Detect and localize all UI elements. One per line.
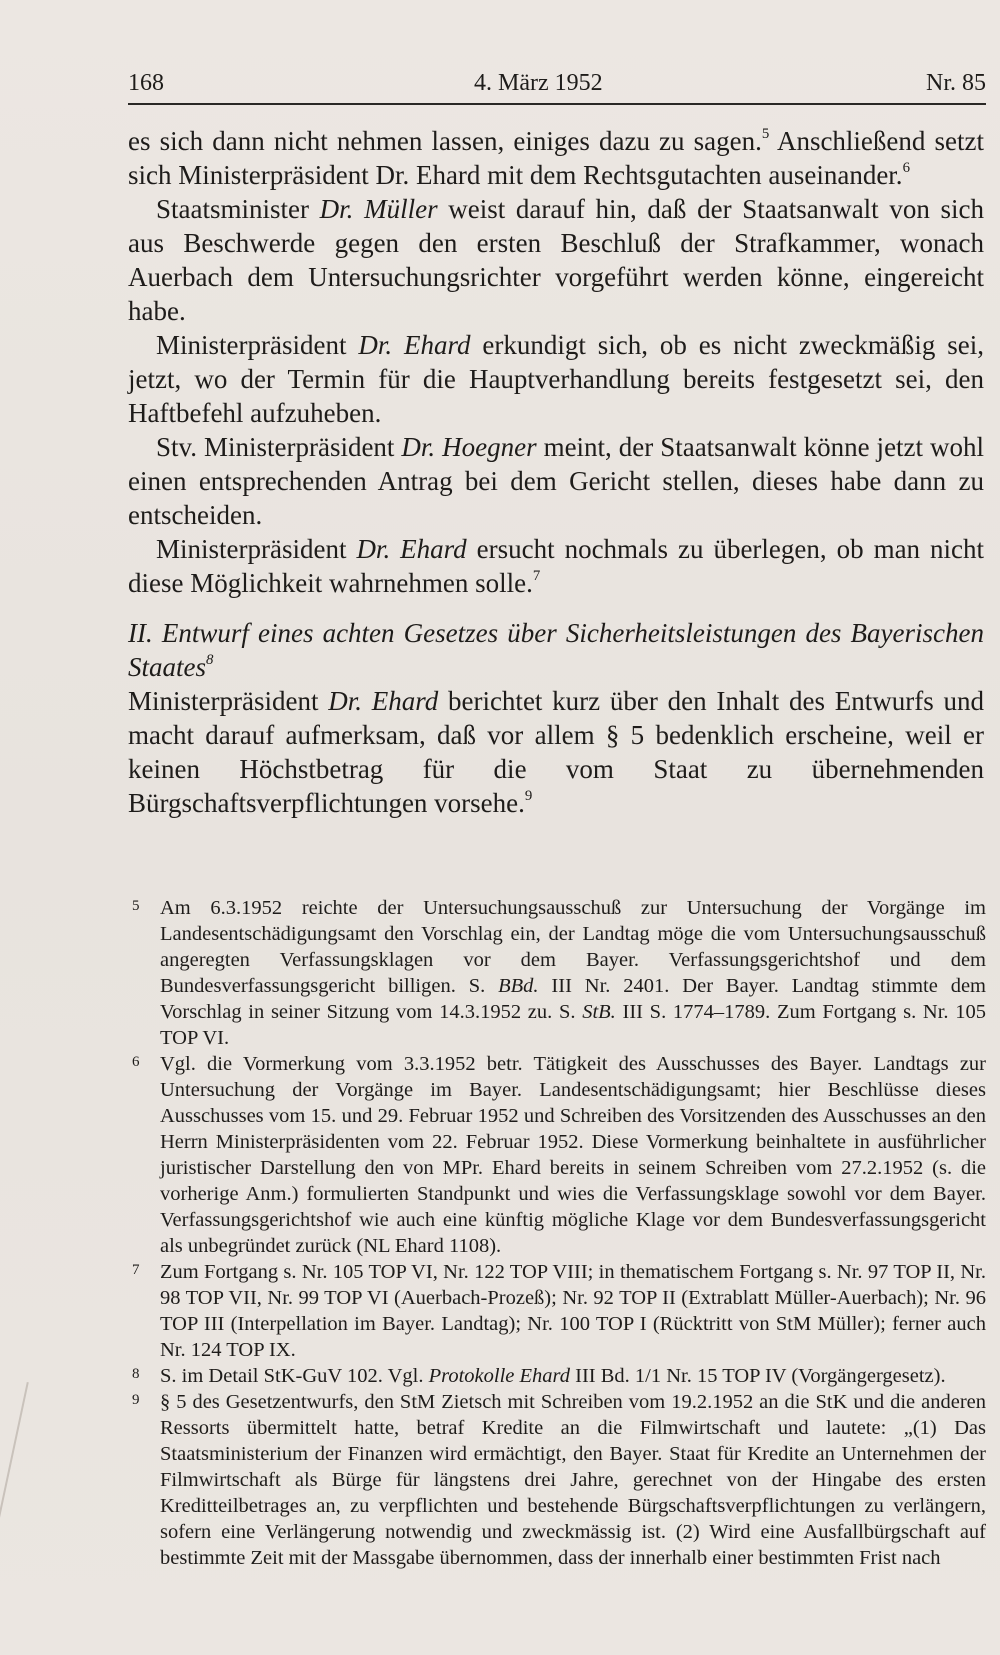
speaker-name: Dr. Ehard bbox=[328, 686, 439, 716]
text-run: Anschließend setzt sich Ministerpräsident Dr. Ehard mit dem Rechtsgutachten auseinander. bbox=[128, 126, 984, 190]
italic-citation: Protokolle Ehard bbox=[428, 1365, 570, 1387]
paragraph bbox=[128, 684, 984, 820]
header-date: 4. März 1952 bbox=[474, 70, 603, 96]
footnotes bbox=[128, 895, 986, 1571]
footnote bbox=[128, 1051, 986, 1259]
agenda-heading bbox=[128, 616, 984, 684]
footnote bbox=[128, 895, 986, 1051]
footnote-ref: 9 bbox=[524, 788, 533, 805]
text-run: III Bd. 1/1 Nr. 15 TOP IV (Vorgängergesetz). bbox=[570, 1365, 946, 1387]
paragraph bbox=[128, 124, 984, 192]
text-run: es sich dann nicht nehmen lassen, einiges dazu zu sagen. bbox=[128, 126, 762, 156]
paragraph bbox=[128, 532, 984, 600]
speaker-name: Dr. Ehard bbox=[356, 534, 467, 564]
footnote bbox=[128, 1363, 986, 1389]
footnote-number: 8 bbox=[132, 1366, 140, 1382]
main-text bbox=[128, 124, 984, 820]
document-number: Nr. 85 bbox=[926, 70, 986, 96]
footnote bbox=[128, 1389, 986, 1571]
footnote-text: Zum Fortgang s. Nr. 105 TOP VI, Nr. 122 TOP VIII; in thematischem Fortgang s. Nr. 97 TOP II, Nr. 98 TOP VII, Nr. 99 TOP VI (Auerbach-Prozeß); Nr. 92 TOP II (Extrablatt Müller-Auerbach); Nr. 96 TOP III (Interpellation im Bayer. Landtag); Nr. 100 TOP I (Rücktritt von StM Müller); ferner auch Nr. 124 TOP IX. bbox=[160, 1261, 986, 1361]
text-run: berichtet kurz über den Inhalt des Entwurfs und macht darauf aufmerksam, daß vor allem § 5 bedenklich erscheine, weil er keinen Höchstbetrag für die vom Staat zu übernehmenden Bürgschaftsverpflichtungen vorsehe. bbox=[128, 686, 985, 818]
footnote-number: 7 bbox=[132, 1262, 140, 1278]
page-crease bbox=[0, 1382, 29, 1578]
speaker-name: Dr. Müller bbox=[319, 194, 438, 224]
text-run: erkundigt sich, ob es nicht zweckmäßig sei, jetzt, wo der Termin für die Hauptverhandlung bereits festgesetzt sei, den Haftbefehl aufzuheben. bbox=[128, 330, 984, 428]
footnote-number: 6 bbox=[132, 1054, 140, 1070]
footnote-number: 5 bbox=[132, 898, 140, 914]
footnote-ref: 7 bbox=[532, 568, 541, 585]
text-run: S. im Detail StK-GuV 102. Vgl. bbox=[160, 1365, 429, 1387]
text-run: ersucht nochmals zu überlegen, ob man nicht diese Möglichkeit wahrnehmen solle. bbox=[128, 534, 985, 598]
footnote-text: Vgl. die Vormerkung vom 3.3.1952 betr. Tätigkeit des Ausschusses des Bayer. Landtags zur Untersuchung der Vorgänge im Bayer. Landesentschädigungsamt; hier Beschlüsse dieses Ausschusses vom 15. und 29. Februar 1952 und Schreiben des Vorsitzenden des Ausschusses an den Herrn Ministerpräsidenten vom 22. Februar 1952. Diese Vormerkung beinhaltete in ausführlicher juristischer Darstellung den von MPr. Ehard bereits in seinem Schreiben vom 27.2.1952 (s. die vorherige Anm.) formulierten Standpunkt und wies die Verfassungsklage sowohl vor dem Bayer. Verfassungsgerichtshof wie auch eine künftig mögliche Klage vor dem Bundesverfassungsgericht als unbegründet zurück (NL Ehard 1108). bbox=[160, 1053, 986, 1257]
footnote-ref: 8 bbox=[206, 652, 214, 669]
paragraph bbox=[128, 192, 984, 328]
footnote-ref: 5 bbox=[761, 126, 770, 143]
speaker-name: Dr. Ehard bbox=[358, 330, 471, 360]
footnote-text: § 5 des Gesetzentwurfs, den StM Zietsch mit Schreiben vom 19.2.1952 an die StK und die anderen Ressorts übermittelt hatte, betraf Kredite an die Filmwirtschaft und lautete: „(1) Das Staatsministerium der Finanzen wird ermächtigt, den Bayer. Staat für Kredite an Unternehmen der Filmwirtschaft als Bürge für längstens drei Jahre, gerechnet von der Hingabe des ersten Kreditteilbetrages an, zu verpflichten und bestehende Bürgschaftsverpflichtungen zu verlängern, sofern eine Verlängerung notwendig und zweckmässig ist. (2) Wird eine Ausfallbürgschaft auf bestimmte Zeit mit der Massgabe übernommen, dass der innerhalb einer bestimmten Frist nach bbox=[160, 1391, 986, 1569]
text-run: Ministerpräsident bbox=[128, 686, 329, 716]
text-run: III Nr. 2401. Der Bayer. Landtag stimmte dem Vorschlag in seiner Sitzung vom 14.3.1952 zu. S. bbox=[160, 975, 986, 1023]
speaker-name: Dr. Hoegner bbox=[401, 432, 537, 462]
italic-citation: BBd. bbox=[498, 975, 539, 997]
paragraph bbox=[128, 328, 984, 430]
text-run: Stv. Ministerpräsident bbox=[156, 432, 402, 462]
text-run: III S. 1774–1789. Zum Fortgang s. Nr. 105 TOP VI. bbox=[160, 1001, 986, 1049]
text-run: Ministerpräsident bbox=[156, 534, 357, 564]
paragraph bbox=[128, 430, 984, 532]
page-number: 168 bbox=[128, 70, 164, 96]
running-header bbox=[128, 70, 986, 106]
text-run: Am 6.3.1952 reichte der Untersuchungsausschuß zur Untersuchung der Vorgänge im Landesentschädigungsamt den Vorschlag ein, der Landtag möge die vom Untersuchungsausschuß angeregten Verfassungsklagen vor dem Bayer. Verfassungsgerichtshof und dem Bundesverfassungsgericht billigen. S. bbox=[160, 897, 986, 997]
text-run: meint, der Staatsanwalt könne jetzt wohl einen entsprechenden Antrag bei dem Gericht stellen, dieses habe dann zu entscheiden. bbox=[128, 432, 984, 530]
footnote bbox=[128, 1259, 986, 1363]
footnote-ref: 6 bbox=[902, 160, 910, 177]
text-run: Ministerpräsident bbox=[156, 330, 359, 360]
header-rule bbox=[128, 103, 986, 105]
footnote-number: 9 bbox=[132, 1392, 140, 1408]
heading-text: II. Entwurf eines achten Gesetzes über Sicherheitsleistungen des Bayerischen Staates bbox=[128, 618, 984, 682]
text-run: weist darauf hin, daß der Staatsanwalt von sich aus Beschwerde gegen den ersten Beschluß der Strafkammer, wonach Auerbach dem Untersuchungsrichter vorgeführt werden könne, eingereicht habe. bbox=[128, 194, 985, 326]
text-run: Staatsminister bbox=[156, 194, 320, 224]
italic-citation: StB. bbox=[582, 1001, 616, 1023]
